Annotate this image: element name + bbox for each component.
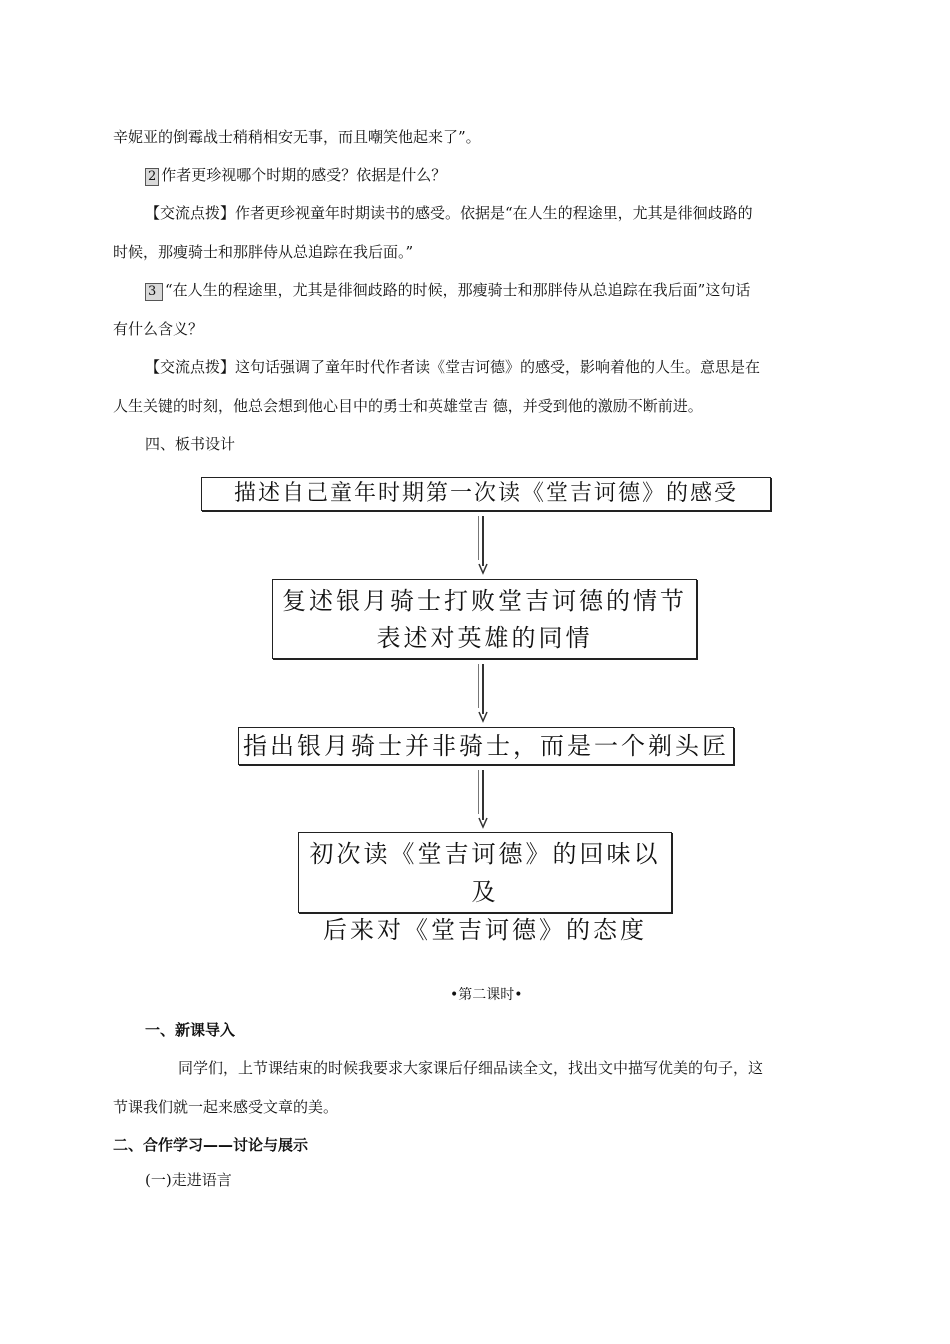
intro-line2: 节课我们就一起来感受文章的美。 — [113, 1098, 339, 1116]
question-number: 3 — [145, 283, 163, 301]
section-heading-cooperative-learning: 二、合作学习——讨论与展示 — [113, 1136, 309, 1154]
question-text: “在人生的程途里，尤其是徘徊歧路的时候，那瘦骑士和那胖侍从总追踪在我后面”这句话 — [165, 281, 751, 299]
question-3-line2: 有什么含义？ — [113, 320, 204, 338]
question-text: 作者更珍视哪个时期的感受？依据是什么？ — [161, 166, 447, 184]
answer-2-line1: 【交流点拨】作者更珍视童年时期读书的感受。依据是“在人生的程途里，尤其是徘徊歧路的 — [145, 204, 753, 222]
question-number: 2 — [145, 168, 159, 186]
board-box-3-text: 指出银月骑士并非骑士，而是一个剃头匠 — [243, 732, 729, 760]
answer-2-line2: 时候，那瘦骑士和那胖侍从总追踪在我后面。” — [113, 243, 414, 261]
board-box-2-line1: 复述银月骑士打败堂吉诃德的情节 — [282, 587, 687, 615]
question-2 — [145, 164, 446, 186]
down-arrow-icon — [476, 664, 490, 724]
board-box-3 — [238, 727, 734, 765]
down-arrow-icon — [476, 770, 490, 830]
lesson-title: •第二课时• — [450, 987, 523, 1003]
answer-3-line2: 人生关键的时刻，他总会想到他心目中的勇士和英雄堂吉 德，并受到他的激励不断前进。 — [113, 397, 703, 415]
board-box-4 — [298, 832, 672, 944]
down-arrow-icon — [476, 516, 490, 576]
board-box-2-line2: 表述对英雄的同情 — [376, 624, 593, 652]
section-heading-new-lesson: 一、新课导入 — [145, 1021, 236, 1039]
question-3 — [145, 279, 750, 301]
board-box-1-text: 描述自己童年时期第一次读《堂吉诃德》的感受 — [233, 481, 738, 506]
answer-3-line1: 【交流点拨】这句话强调了童年时代作者读《堂吉诃德》的感受，影响着他的人生。意思是在 — [145, 358, 761, 376]
intro-line1: 同学们，上节课结束的时候我要求大家课后仔细品读全文，找出文中描写优美的句子，这 — [178, 1059, 764, 1077]
section-heading-board-design: 四、板书设计 — [145, 435, 236, 453]
board-box-1 — [201, 477, 771, 511]
board-box-4-line2: 后来对《堂吉诃德》的态度 — [323, 916, 647, 944]
paragraph-continuation: 辛妮亚的倒霉战士稍稍相安无事，而且嘲笑他起来了”。 — [113, 128, 481, 146]
board-box-2 — [272, 579, 697, 659]
board-box-4-line1: 初次读《堂吉诃德》的回味以及 — [309, 840, 661, 906]
subsection-heading: (一)走进语言 — [145, 1171, 232, 1189]
